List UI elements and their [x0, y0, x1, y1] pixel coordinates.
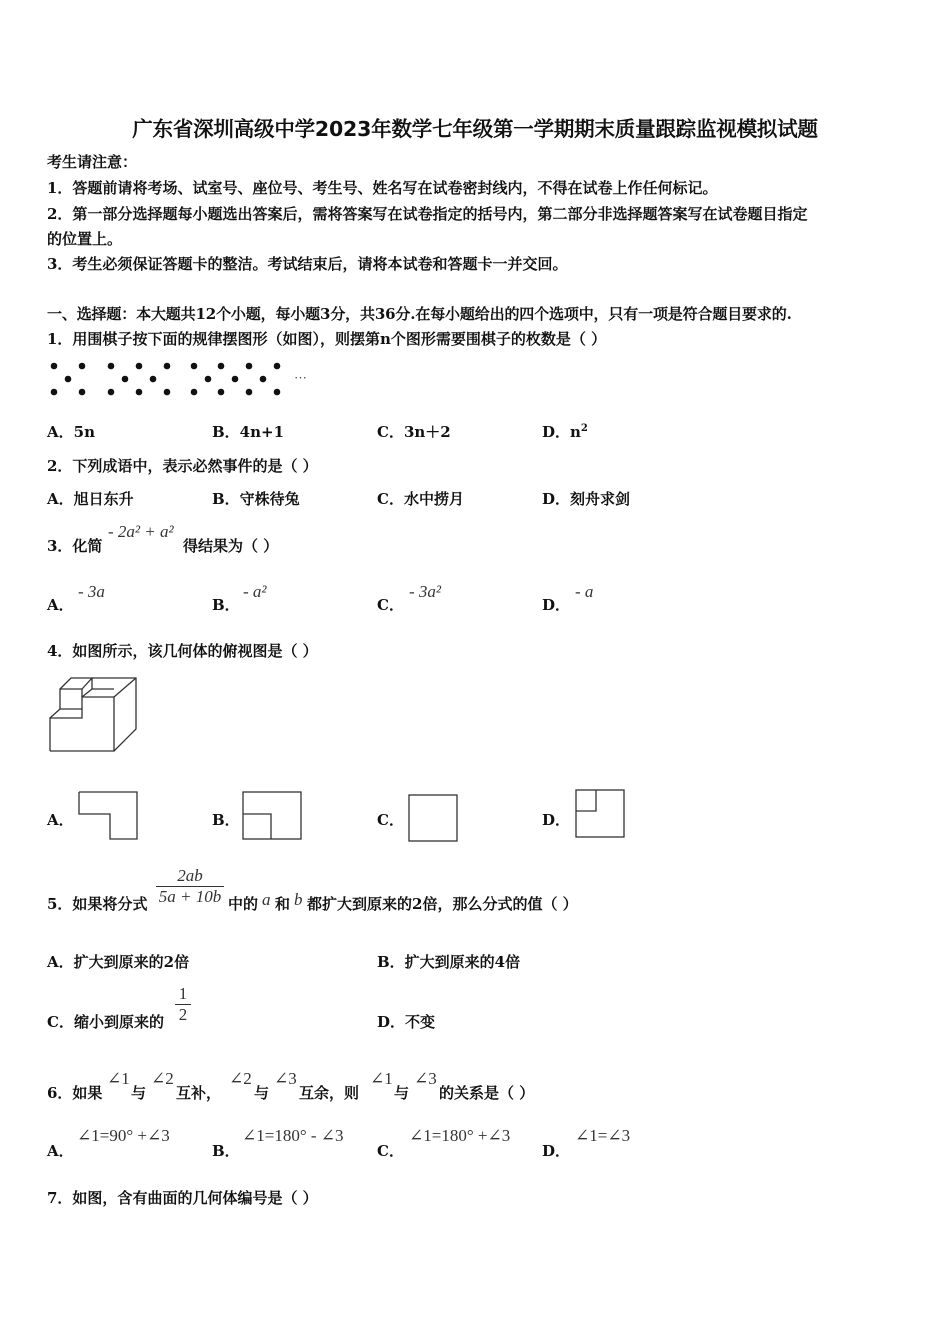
- q5-option-c-numerator: 1: [178, 984, 188, 1003]
- q6-angle-4: ∠3: [274, 1069, 297, 1088]
- q5-text-mid1: 中的: [228, 895, 259, 913]
- q3-option-a-value: - 3a: [78, 582, 105, 601]
- q6-angle-1: ∠1: [107, 1069, 130, 1088]
- q5-fraction-denominator: 5a + 10b: [156, 886, 224, 907]
- view-c: [409, 795, 457, 841]
- notice-item-2-cont: 的位置上。: [47, 230, 123, 248]
- q6-text-2: 与: [131, 1084, 147, 1102]
- q2-option-d: D．刻舟求剑: [542, 490, 631, 508]
- q5-option-a: A．扩大到原来的2倍: [47, 953, 190, 971]
- section-heading: 一、选择题：本大题共12个小题，每小题3分，共36分.在每小题给出的四个选项中，只有一项是符合题目要求的.: [47, 305, 792, 323]
- q1-option-d: D．$n^2$: [542, 423, 588, 441]
- notice-item-1: 1．答题前请将考场、试室号、座位号、考生号、姓名写在试卷密封线内，不得在试卷上作任何标记。: [47, 179, 718, 197]
- q5-option-c-fraction: [175, 984, 191, 1025]
- q5-text-mid2: 和: [275, 895, 291, 913]
- q4-option-d-label: D．: [542, 811, 571, 829]
- q6-text-1: 6．如果: [47, 1084, 103, 1102]
- q4-option-b-label: B．: [212, 811, 240, 829]
- question-3-stem-post: 得结果为（ ）: [183, 537, 279, 555]
- q2-option-b: B．守株待兔: [212, 490, 300, 508]
- q2-option-a: A．旭日东升: [47, 490, 134, 508]
- q5-fraction: [156, 866, 224, 907]
- q6-option-a-value: ∠1=90° +∠3: [77, 1126, 170, 1145]
- page-title: 广东省深圳高级中学2023年数学七年级第一学期期末质量跟踪监视模拟试题: [132, 117, 818, 141]
- q3-option-d-label: D．: [542, 596, 571, 614]
- q6-angle-2: ∠2: [151, 1069, 174, 1088]
- q5-fraction-numerator: 2ab: [177, 866, 203, 885]
- q3-option-b-value: - a²: [243, 582, 267, 601]
- question-7-stem: 7．如图，含有曲面的几何体编号是（ ）: [47, 1189, 318, 1207]
- notice-heading: 考生请注意：: [47, 153, 138, 171]
- q6-option-d-value: ∠1=∠3: [575, 1126, 631, 1145]
- question-3-stem-pre: 3．化简: [47, 537, 103, 555]
- q6-text-5: 互余，则: [299, 1084, 360, 1102]
- q6-option-c-value: ∠1=180° +∠3: [409, 1126, 511, 1145]
- question-4-stem: 4．如图所示，该几何体的俯视图是（ ）: [47, 642, 318, 660]
- q5-option-c: C．缩小到原来的: [47, 1013, 164, 1031]
- q3-option-c-label: C．: [377, 596, 404, 614]
- question-5-stem-post: 都扩大到原来的2倍，那么分式的值（ ）: [307, 895, 578, 913]
- q6-angle-5: ∠1: [370, 1069, 393, 1088]
- q5-var-b: b: [294, 890, 303, 909]
- notice-item-2: 2．第一部分选择题每小题选出答案后，需将答案写在试卷指定的括号内，第二部分非选择题答案写在试卷题目指定: [47, 205, 808, 223]
- view-d: [576, 790, 624, 837]
- q1-option-b: B．4n+1: [212, 423, 285, 441]
- q6-text-7: 的关系是（ ）: [439, 1084, 535, 1102]
- q5-option-c-denominator: 2: [175, 1004, 191, 1025]
- q3-expression: - 2a² + a²: [108, 522, 174, 541]
- q6-option-b-value: ∠1=180° - ∠3: [242, 1126, 344, 1145]
- q3-option-b-label: B．: [212, 596, 240, 614]
- q3-option-d-value: - a: [575, 582, 594, 601]
- q4-option-a-label: A．: [47, 811, 74, 829]
- q1-option-a: A．5n: [47, 423, 95, 441]
- q6-option-a-label: A．: [47, 1142, 74, 1160]
- q6-option-c-label: C．: [377, 1142, 404, 1160]
- q6-text-6: 与: [394, 1084, 410, 1102]
- q6-angle-3: ∠2: [229, 1069, 252, 1088]
- view-a: [79, 792, 137, 839]
- q6-option-d-label: D．: [542, 1142, 571, 1160]
- q3-option-a-label: A．: [47, 596, 74, 614]
- q5-option-d: D．不变: [377, 1013, 436, 1031]
- question-5-stem-pre: 5．如果将分式: [47, 895, 148, 913]
- q6-text-4: 与: [254, 1084, 270, 1102]
- q1-option-c: C．3n＋2: [377, 423, 451, 441]
- q2-option-c: C．水中捞月: [377, 490, 464, 508]
- q4-option-c-label: C．: [377, 811, 404, 829]
- q5-option-b: B．扩大到原来的4倍: [377, 953, 521, 971]
- q6-option-b-label: B．: [212, 1142, 240, 1160]
- question-2-stem: 2．下列成语中，表示必然事件的是（ ）: [47, 457, 318, 475]
- q6-text-3: 互补，: [176, 1084, 222, 1102]
- q6-angle-6: ∠3: [414, 1069, 437, 1088]
- question-1-stem: 1．用围棋子按下面的规律摆图形（如图），则摆第n个图形需要围棋子的枚数是（ ）: [47, 330, 607, 348]
- q3-option-c-value: - 3a²: [409, 582, 442, 601]
- notice-item-3: 3．考生必须保证答题卡的整洁。考试结束后，请将本试卷和答题卡一并交回。: [47, 255, 568, 273]
- view-b: [243, 792, 301, 839]
- q5-var-a: a: [262, 890, 271, 909]
- pattern-ellipsis: ···: [294, 370, 307, 385]
